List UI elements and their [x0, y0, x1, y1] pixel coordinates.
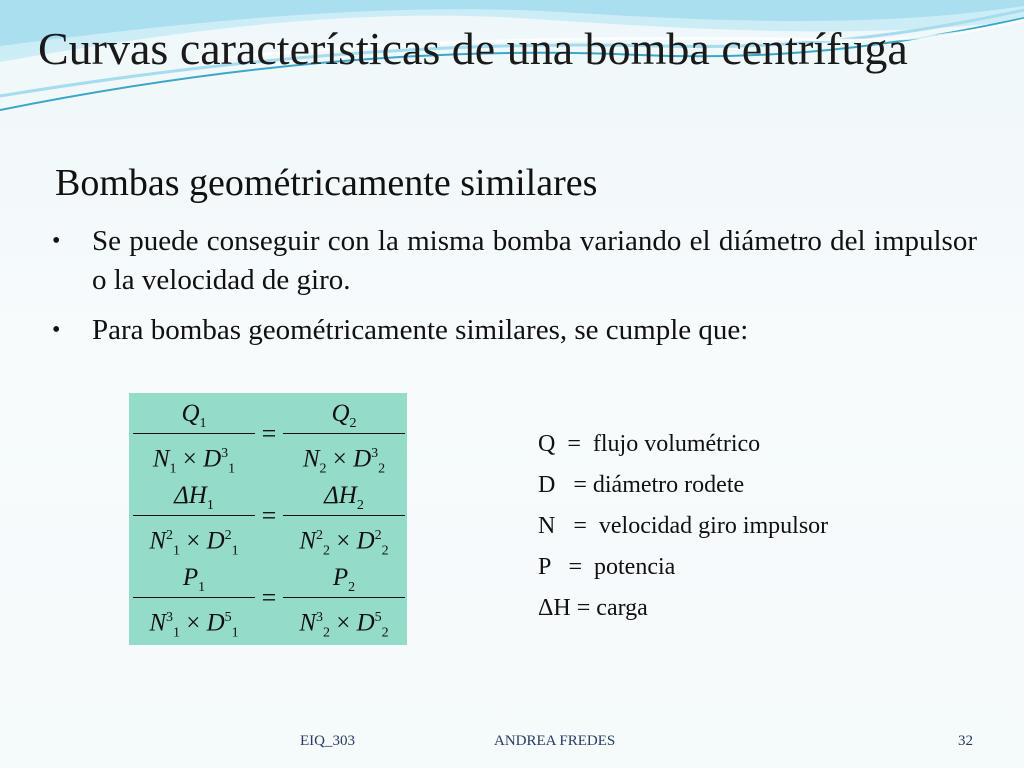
- right-fraction: $P_2$ $N^3_2 \times D^5_2$: [279, 561, 409, 636]
- similarity-formulas-box: [129, 393, 407, 645]
- legend-item: ΔH = carga: [538, 595, 648, 621]
- equals-sign: =: [261, 419, 277, 448]
- bullet-item: [52, 311, 977, 350]
- fraction-bar: [283, 433, 405, 434]
- legend-item: D = diámetro rodete: [538, 472, 745, 498]
- fraction-bar: [133, 597, 255, 598]
- footer-course: EIQ_303: [300, 733, 355, 749]
- flow-ratio-equation: [129, 397, 407, 477]
- bullet-item: [52, 222, 977, 300]
- left-fraction: $\Delta H_1$ $N^2_1 \times D^2_1$: [129, 479, 259, 554]
- footer-author: ANDREA FREDES: [494, 733, 616, 749]
- bullet-point-icon: •: [52, 228, 61, 254]
- bullet-point-icon: •: [52, 317, 61, 343]
- legend-item: N = velocidad giro impulsor: [538, 513, 829, 539]
- equals-sign: =: [261, 501, 277, 530]
- variable-legend: [538, 424, 828, 629]
- fraction-bar: [133, 433, 255, 434]
- footer-page-number: 32: [958, 733, 973, 749]
- bullet-text: Se puede conseguir con la misma bomba variando el diámetro del impulsor o la velocidad de giro.: [92, 225, 977, 296]
- fraction-bar: [283, 515, 405, 516]
- fraction-bar: [283, 597, 405, 598]
- head-ratio-equation: [129, 479, 407, 559]
- legend-item: Q = flujo volumétrico: [538, 431, 761, 457]
- fraction-bar: [133, 515, 255, 516]
- power-ratio-equation: [129, 561, 407, 641]
- right-fraction: $Q_2$ $N_2 \times D^3_2$: [279, 397, 409, 472]
- slide-title: Curvas características de una bomba centrífuga: [38, 23, 908, 74]
- slide-subtitle: Bombas geométricamente similares: [55, 162, 598, 204]
- left-fraction: $Q_1$ $N_1 \times D^3_1$: [129, 397, 259, 472]
- equals-sign: =: [261, 583, 277, 612]
- left-fraction: $P_1$ $N^3_1 \times D^5_1$: [129, 561, 259, 636]
- legend-item: P = potencia: [538, 554, 676, 580]
- right-fraction: $\Delta H_2$ $N^2_2 \times D^2_2$: [279, 479, 409, 554]
- bullet-text: Para bombas geométricamente similares, se cumple que:: [92, 314, 749, 346]
- bullet-list: [52, 222, 977, 361]
